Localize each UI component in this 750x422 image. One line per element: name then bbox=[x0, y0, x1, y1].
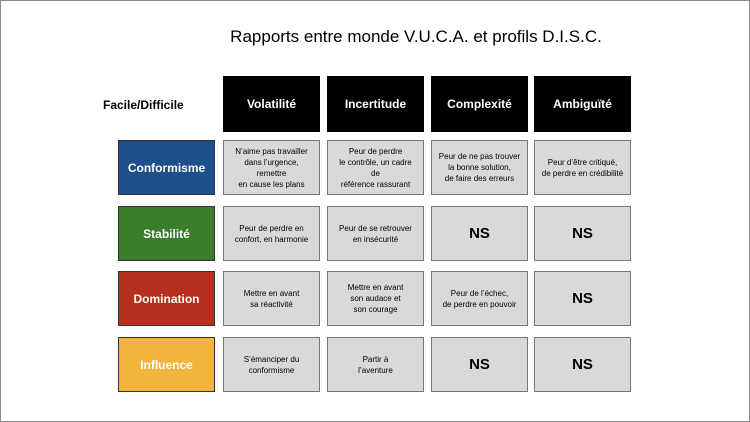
corner-label: Facile/Difficile bbox=[103, 98, 184, 112]
table-cell: Peur de perdre en confort, en harmonie bbox=[223, 206, 320, 261]
table-cell: NS bbox=[431, 206, 528, 261]
table-cell: NS bbox=[534, 271, 631, 326]
table-cell: N’aime pas travailler dans l’urgence, remettre en cause les plans bbox=[223, 140, 320, 195]
table-cell: Mettre en avant son audace et son courage bbox=[327, 271, 424, 326]
row-header-stabilite: Stabilité bbox=[118, 206, 215, 261]
column-header-ambiguite: Ambiguïté bbox=[534, 76, 631, 132]
slide-title: Rapports entre monde V.U.C.A. et profils D.I.S.C. bbox=[230, 27, 602, 46]
table-cell: Peur de perdre le contrôle, un cadre de référence rassurant bbox=[327, 140, 424, 195]
table-cell: Partir à l’aventure bbox=[327, 337, 424, 392]
table-cell: Peur de ne pas trouver la bonne solution, de faire des erreurs bbox=[431, 140, 528, 195]
row-header-influence: Influence bbox=[118, 337, 215, 392]
table-cell: Peur de se retrouver en insécurité bbox=[327, 206, 424, 261]
table-cell: Peur de l’échec, de perdre en pouvoir bbox=[431, 271, 528, 326]
table-cell: Mettre en avant sa réactivité bbox=[223, 271, 320, 326]
table-cell: NS bbox=[534, 337, 631, 392]
column-header-incertitude: Incertitude bbox=[327, 76, 424, 132]
table-cell: NS bbox=[431, 337, 528, 392]
column-header-volatilite: Volatilité bbox=[223, 76, 320, 132]
column-header-complexite: Complexité bbox=[431, 76, 528, 132]
row-header-conformisme: Conformisme bbox=[118, 140, 215, 195]
table-cell: NS bbox=[534, 206, 631, 261]
row-header-domination: Domination bbox=[118, 271, 215, 326]
table-cell: S’émanciper du conformisme bbox=[223, 337, 320, 392]
table-cell: Peur d’être critiqué, de perdre en crédibilité bbox=[534, 140, 631, 195]
